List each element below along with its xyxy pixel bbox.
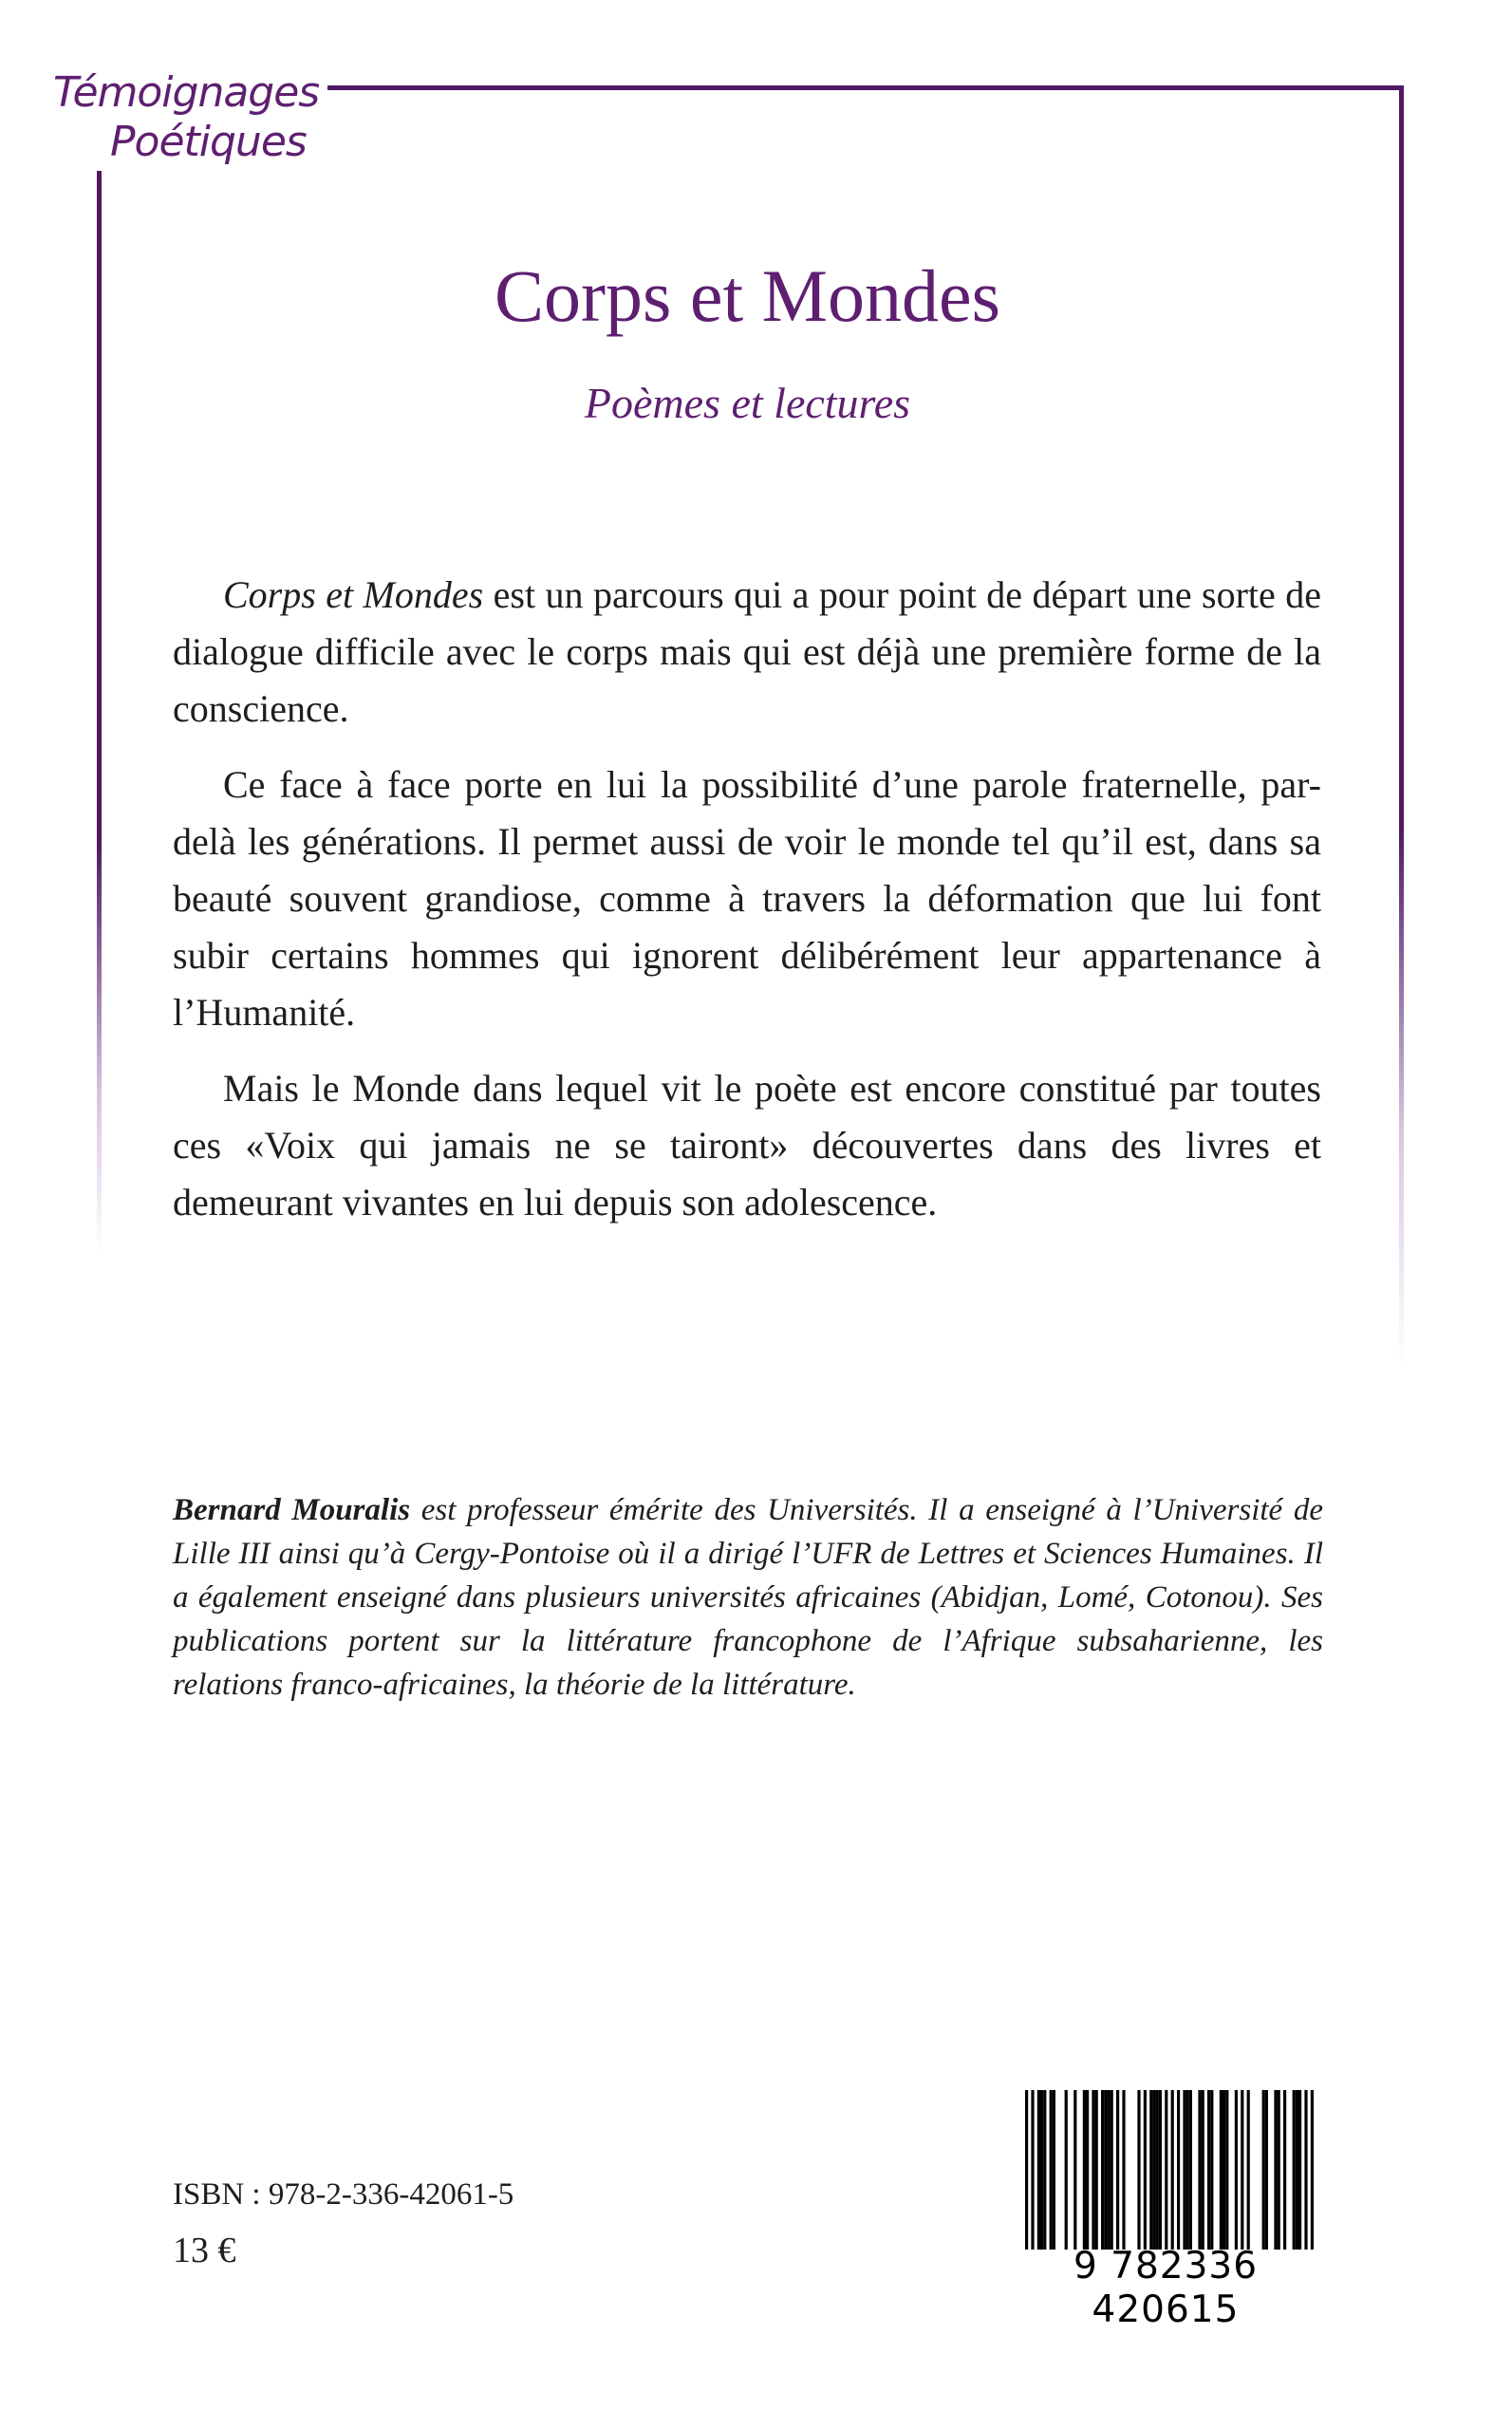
barcode-bars <box>1014 2090 1317 2250</box>
barcode-bar <box>1065 2090 1068 2250</box>
barcode-bar <box>1278 2090 1280 2250</box>
barcode-bar <box>1144 2090 1147 2250</box>
barcode-bar <box>1262 2090 1265 2250</box>
barcode-bar <box>1223 2090 1225 2250</box>
barcode-bar <box>1274 2090 1277 2250</box>
barcode-bar <box>1040 2090 1043 2250</box>
barcode-bar <box>1092 2090 1094 2250</box>
author-bio-text: est professeur émérite des Universités. Il a enseigné à l’Université de Lille III ainsi qu’à Cergy-Pontoise où il a dirigé l’UFR de Lettres et Sciences Humaines. Il a également enseigné dans plusieurs universités africaines (Abidjan, Lomé, Cotonou). Ses publications portent sur la littérature francophone de l’Afrique subsaharienne, les relations franco-africaines, la théorie de la littérature. <box>173 1493 1323 1702</box>
blurb-paragraph-3: Mais le Monde dans lequel vit le poète est encore constitué par toutes ces «Voix qui jamais ne se tairont» découvertes dans des livres et demeurant vivantes en lui depuis son adolescence. <box>173 1067 1321 1223</box>
collection-logo <box>53 68 338 167</box>
barcode-bar <box>1177 2090 1180 2250</box>
barcode-bar <box>1210 2090 1213 2250</box>
barcode-bar <box>1186 2090 1189 2250</box>
barcode-bar <box>1073 2090 1076 2250</box>
barcode-bar <box>1156 2090 1159 2250</box>
barcode-bar <box>1241 2090 1243 2250</box>
barcode-bar <box>1198 2090 1201 2250</box>
barcode-bar <box>1189 2090 1192 2250</box>
frame-left-border <box>97 171 102 1253</box>
barcode-bar <box>1202 2090 1204 2250</box>
barcode-bar <box>1104 2090 1107 2250</box>
barcode-bar <box>1296 2090 1298 2250</box>
barcode-bar <box>1037 2090 1040 2250</box>
barcode-bar <box>1050 2090 1053 2250</box>
frame-right-border <box>1399 85 1404 1367</box>
barcode-bar <box>1122 2090 1125 2250</box>
blurb <box>173 567 1321 1250</box>
barcode-bar <box>1247 2090 1250 2250</box>
barcode-bar <box>1149 2090 1152 2250</box>
isbn: ISBN : 978-2-336-42061-5 <box>173 2177 514 2212</box>
barcode-bar <box>1298 2090 1301 2250</box>
barcode-bar <box>1086 2090 1089 2250</box>
barcode-bar <box>1101 2090 1104 2250</box>
blurb-paragraph-1-text: est un parcours qui a pour point de départ une sorte de dialogue difficile avec le corps mais qui est déjà une première forme de la conscience. <box>173 573 1321 730</box>
barcode-bar <box>1111 2090 1113 2250</box>
barcode <box>1014 2090 1317 2331</box>
book-subtitle: Poèmes et lectures <box>584 379 911 427</box>
collection-line-1: Témoignages <box>53 68 320 117</box>
author-name: Bernard Mouralis <box>173 1493 411 1527</box>
barcode-bar <box>1116 2090 1119 2250</box>
barcode-bar <box>1031 2090 1034 2250</box>
barcode-bar <box>1225 2090 1228 2250</box>
barcode-bar <box>1152 2090 1155 2250</box>
barcode-bar <box>1107 2090 1110 2250</box>
blurb-paragraph-1 <box>173 567 1321 738</box>
barcode-bar <box>1183 2090 1185 2250</box>
barcode-bar <box>1137 2090 1140 2250</box>
barcode-bar <box>1265 2090 1268 2250</box>
barcode-bar <box>1025 2090 1028 2250</box>
collection-line-2: Poétiques <box>110 118 307 166</box>
barcode-digits: 9 782336 420615 <box>1073 2245 1259 2331</box>
barcode-bar <box>1159 2090 1162 2250</box>
frame-top-border <box>327 85 1404 90</box>
barcode-bar <box>1095 2090 1098 2250</box>
barcode-bar <box>1220 2090 1223 2250</box>
barcode-bar <box>1165 2090 1167 2250</box>
author-bio <box>173 1488 1323 1707</box>
price: 13 € <box>173 2231 236 2270</box>
barcode-bar <box>1043 2090 1046 2250</box>
barcode-bar <box>1207 2090 1210 2250</box>
barcode-bar <box>1293 2090 1296 2250</box>
blurb-paragraph-2: Ce face à face porte en lui la possibilité d’une parole fraternelle, par-delà les générations. Il permet aussi de voir le monde tel qu’il est, dans sa beauté souvent grandiose, comme à travers la déformation que lui font subir certains hommes qui ignorent délibérément leur appartenance à l’Humanité. <box>173 763 1321 1034</box>
barcode-bar <box>1311 2090 1314 2250</box>
barcode-bar <box>1171 2090 1174 2250</box>
barcode-bar <box>1283 2090 1286 2250</box>
barcode-bar <box>1053 2090 1055 2250</box>
barcode-bar <box>1235 2090 1238 2250</box>
book-title: Corps et Mondes <box>495 254 1000 337</box>
barcode-bar <box>1304 2090 1307 2250</box>
blurb-title-ref: Corps et Mondes <box>223 573 484 616</box>
barcode-bar <box>1083 2090 1086 2250</box>
